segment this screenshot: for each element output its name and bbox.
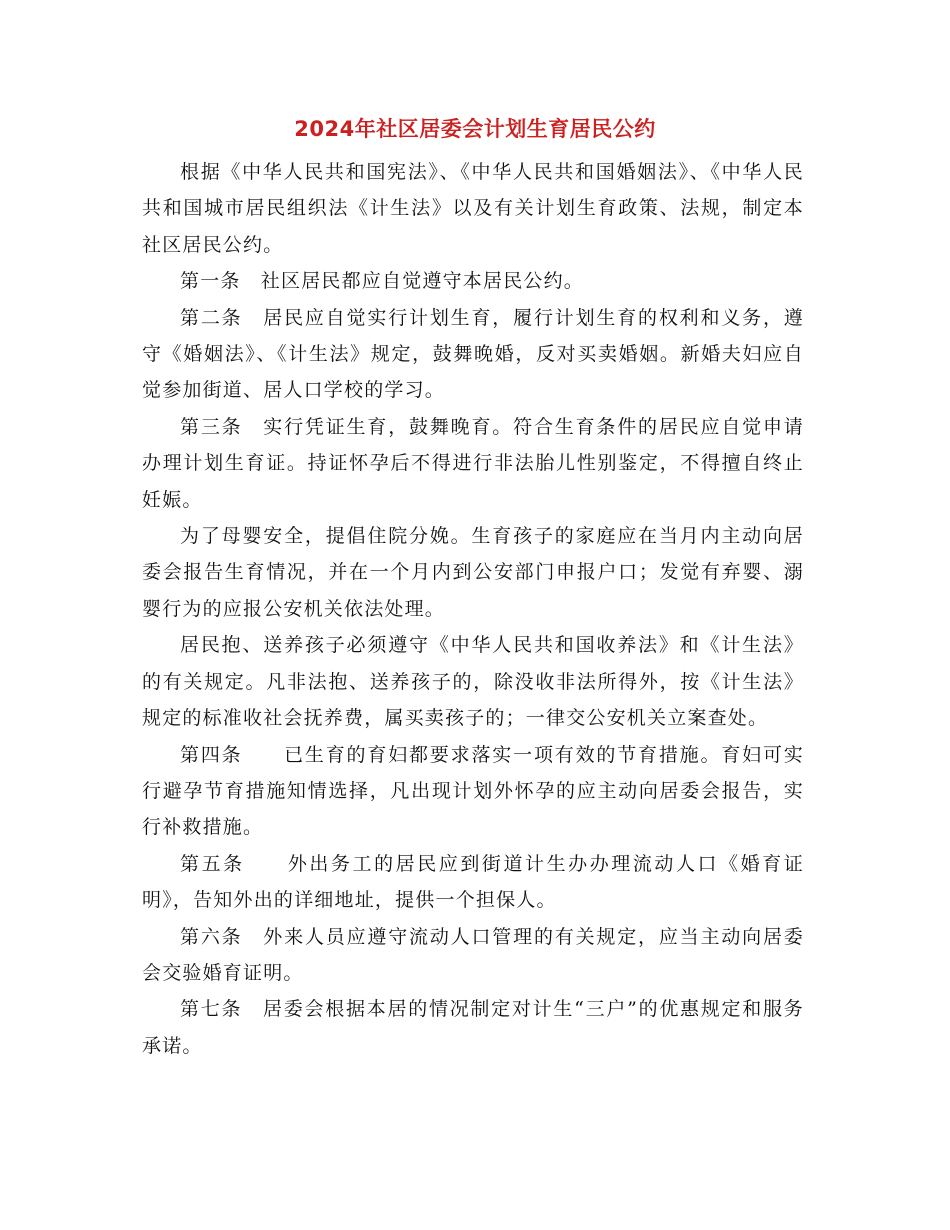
paragraph-article-2: 第二条 居民应自觉实行计划生育，履行计划生育的权利和义务，遵守《婚姻法》、《计生法》规定，鼓舞晚婚，反对买卖婚姻。新婚夫妇应自觉参加街道、居人口学校的学习。	[142, 306, 804, 402]
paragraph-article-1: 第一条 社区居民都应自觉遵守本居民公约。	[180, 270, 585, 293]
document-body	[142, 154, 804, 1064]
paragraph-article-5: 第五条 外出务工的居民应到街道计生办办理流动人口《婚育证明》，告知外出的详细地址，提供一个担保人。	[142, 852, 804, 912]
paragraph-article-3: 第三条 实行凭证生育，鼓舞晚育。符合生育条件的居民应自觉申请办理计划生育证。持证怀孕后不得进行非法胎儿性别鉴定，不得擅自终止妊娠。	[142, 415, 804, 511]
paragraph-article-6: 第六条 外来人员应遵守流动人口管理的有关规定，应当主动向居委会交验婚育证明。	[142, 925, 804, 984]
document-title: 2024年社区居委会计划生育居民公约	[294, 117, 656, 141]
paragraph-article-3-adoption: 居民抱、送养孩子必须遵守《中华人民共和国收养法》和《计生法》的有关规定。凡非法抱、送养孩子的，除没收非法所得外，按《计生法》规定的标准收社会抚养费，属买卖孩子的；一律交公安机关立案查处。	[142, 634, 804, 730]
paragraph-article-3-childbirth: 为了母婴安全，提倡住院分娩。生育孩子的家庭应在当月内主动向居委会报告生育情况，并在一个月内到公安部门申报户口；发觉有弃婴、溺婴行为的应报公安机关依法处理。	[142, 525, 804, 620]
paragraph-article-4: 第四条 已生育的育妇都要求落实一项有效的节育措施。育妇可实行避孕节育措施知情选择，凡出现计划外怀孕的应主动向居委会报告，实行补救措施。	[142, 743, 804, 839]
paragraph-article-7: 第七条 居委会根据本居的情况制定对计生“三户”的优惠规定和服务承诺。	[142, 998, 804, 1057]
paragraph-preamble: 根据《中华人民共和国宪法》、《中华人民共和国婚姻法》、《中华人民共和国城市居民组织法《计生法》以及有关计划生育政策、法规，制定本社区居民公约。	[142, 161, 804, 256]
